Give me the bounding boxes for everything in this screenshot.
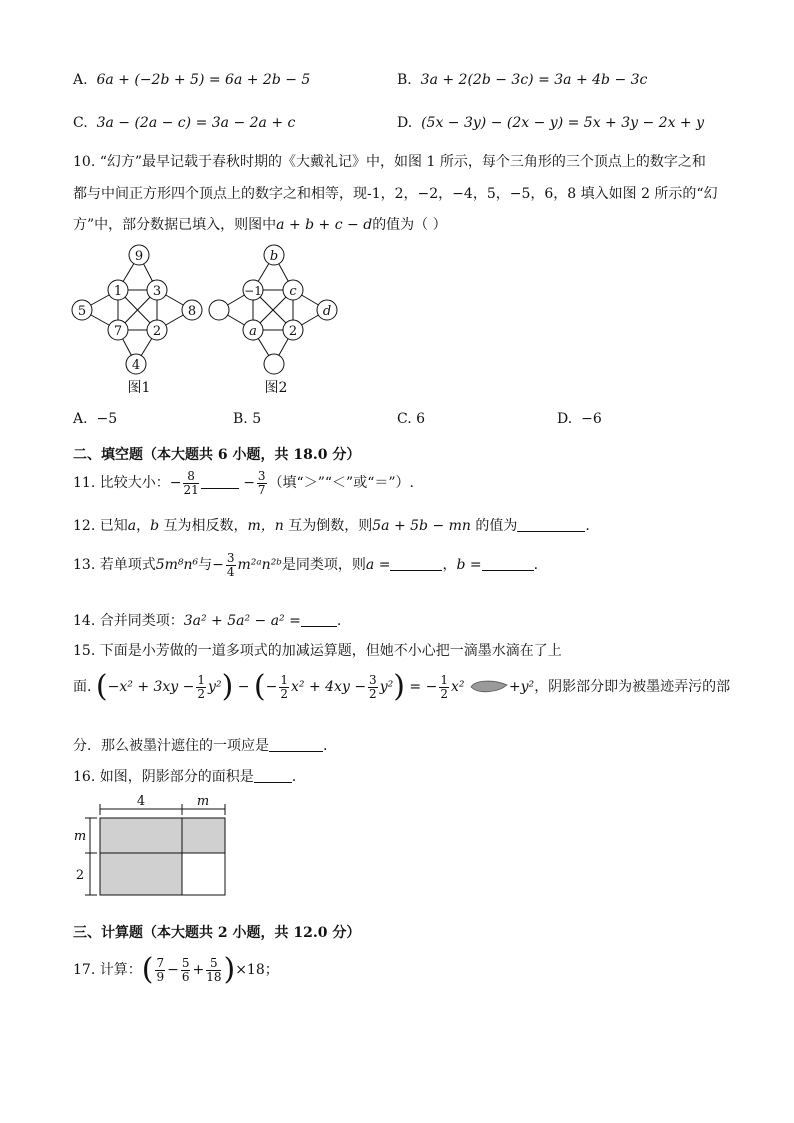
fig1-tl: 1 [113, 284, 123, 299]
fig2-bl: a [249, 324, 257, 339]
fig1-br: 2 [152, 324, 162, 339]
fig1-right: 8 [187, 304, 197, 319]
fig2-br: 2 [288, 324, 298, 339]
dim-left-2: 2 [75, 868, 85, 883]
dim-top-m: m [196, 795, 210, 809]
fig1-bl: 7 [113, 324, 123, 339]
q15-line2: 面. (−x² + 3xy − $\frac{1}{2}$ y²) − (− $\frac{1}{2}$ x² + 4xy − $\frac{3}{2}$ y²) = − $\frac{1}{2}$ x² +y²，阴影部分即为被墨迹弄污的部 [73, 669, 731, 704]
fig1-top: 9 [134, 249, 144, 264]
fig1-bottom: 4 [131, 358, 141, 373]
q16-rectangle-figure [72, 795, 232, 905]
fig1-tr: 3 [152, 284, 162, 299]
magic-square-figures [60, 240, 360, 400]
fig1-left: 5 [77, 304, 87, 319]
section-2-heading: 二、填空题（本大题共 6 小题，共 18.0 分） [73, 447, 361, 463]
fig2-caption: 图2 [264, 380, 288, 396]
q15-line3: 分．那么被墨汁遮住的一项应是 . [73, 738, 328, 754]
q15-line1: 15. 下面是小芳做的一道多项式的加减运算题，但她不小心把一滴墨水滴在了上 [73, 643, 562, 659]
q10-option-c: C. 6 [397, 411, 426, 427]
q17: 17. 计算：( $\frac{7}{9}$ − $\frac{5}{6}$ + $\frac{5}{18}$ )×18； [73, 952, 279, 987]
q14: 14. 合并同类项：3a² + 5a² − a² = . [73, 613, 342, 629]
fig1-caption: 图1 [127, 380, 151, 396]
dim-top-4: 4 [136, 795, 146, 809]
fig2-tl: −1 [244, 284, 262, 298]
q9-option-c: C. 3a − (2a − c) = 3a − 2a + c [73, 115, 296, 131]
fig2-right: d [322, 304, 332, 319]
q10-option-b: B. 5 [233, 411, 262, 427]
q10-line2: 都与中间正方形四个顶点上的数字之和相等，现-1，2，−2，−4，5，−5，6，8 填入如图 2 所示的“幻 [73, 186, 718, 202]
q13: 13. 若单项式5m⁸n⁶与− $\frac{3}{4}$ m²ᵃn²ᵇ是同类项，则a = ，b = . [73, 551, 539, 579]
q10-line3: 方”中，部分数据已填入，则图中a + b + c − d的值为（ ） [73, 217, 447, 233]
fig2-tr: c [289, 284, 297, 299]
q10-option-a: A. −5 [73, 411, 118, 427]
q16: 16. 如图，阴影部分的面积是 . [73, 769, 297, 785]
section-3-heading: 三、计算题（本大题共 2 小题，共 12.0 分） [73, 925, 361, 941]
q11: 11. 比较大小：− $\frac{8}{21}$ − $\frac{3}{7}$ （填“＞”“＜”或“＝”）. [73, 469, 414, 497]
fig2-top: b [269, 249, 279, 264]
dim-left-m: m [73, 829, 87, 844]
q9-option-b: B. 3a + 2(2b − 3c) = 3a + 4b − 3c [397, 72, 648, 88]
ink-blot [469, 679, 509, 695]
q9-option-a: A. 6a + (−2b + 5) = 6a + 2b − 5 [73, 72, 311, 88]
q12: 12. 已知a，b 互为相反数，m，n 互为倒数，则5a + 5b − mn 的值为 . [73, 518, 590, 534]
q10-option-d: D. −6 [557, 411, 602, 427]
q10-line1: 10. “幻方”最早记载于春秋时期的《大戴礼记》中，如图 1 所示，每个三角形的三个顶点上的数字之和 [73, 154, 706, 170]
q9-option-d: D. (5x − 3y) − (2x − y) = 5x + 3y − 2x + y [397, 115, 705, 131]
